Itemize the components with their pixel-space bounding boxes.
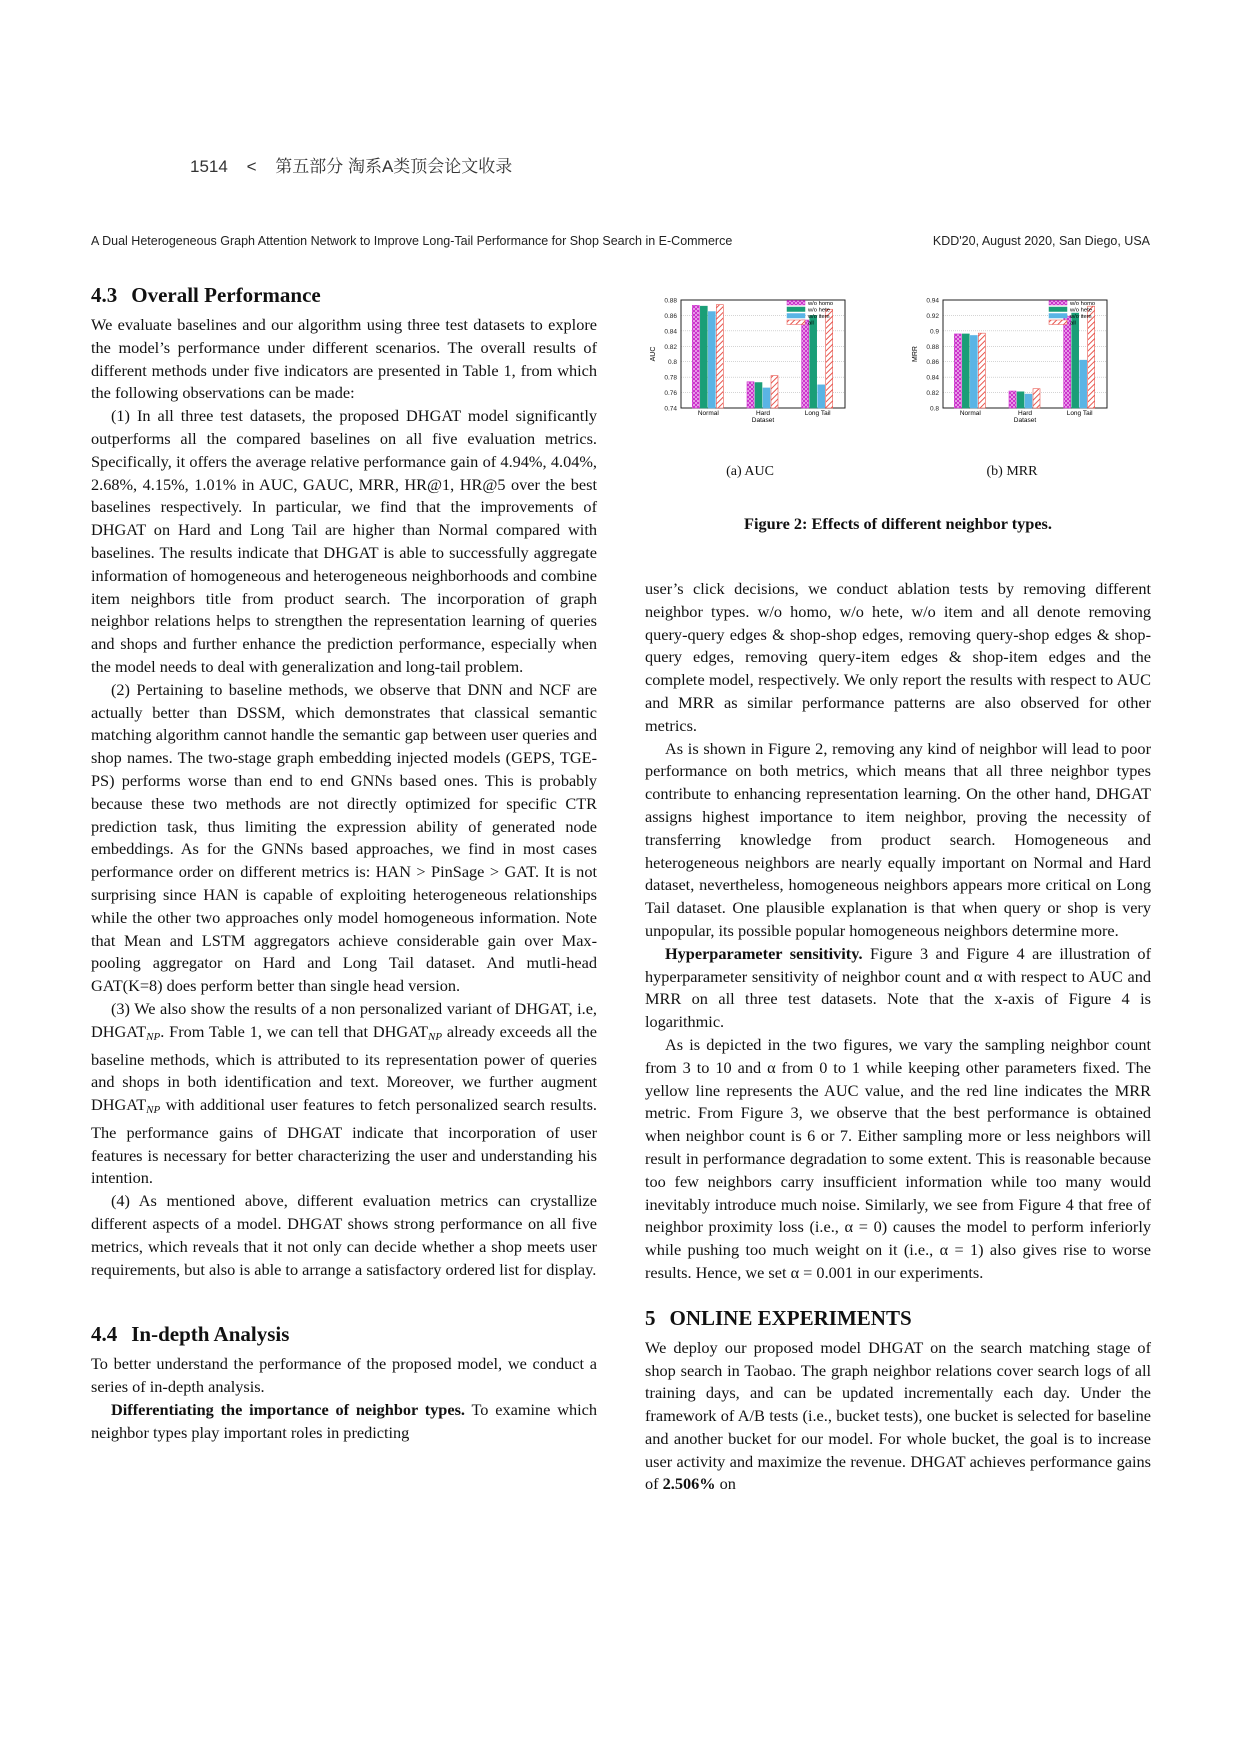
legend-label: w/o item (1070, 314, 1092, 320)
section-number: 5 (645, 1305, 656, 1330)
legend-swatch (1049, 301, 1067, 306)
x-tick-label: Long Tail (1066, 410, 1093, 417)
y-tick-label: 0.92 (926, 312, 939, 320)
legend-swatch (1049, 307, 1067, 312)
subcaption-mrr: (b) MRR (986, 464, 1038, 479)
bar-all-normal (716, 305, 723, 408)
book-part-title: 第五部分 淘系A类顶会论文收录 (275, 157, 513, 176)
legend-swatch (787, 314, 805, 319)
bar-wohomo-hard (747, 382, 754, 408)
book-header (190, 152, 526, 177)
x-axis-label: Dataset (1013, 417, 1037, 424)
section-title: Overall Performance (131, 283, 321, 307)
subcaption-auc: (a) AUC (726, 464, 774, 479)
paragraph: As is depicted in the two figures, we vary the sampling neighbor count from 3 to 10 and α from 0 to 1 while keeping other parameters fixed. The yellow line represents the AUC value, and the red line indicates the MRR metric. From Figure 3, we observe that the best performance is obtained when neighbor count is 6 or 7. Either sampling more or less neighbors will result in performance degradation to some extent. This is reasonable because too few neighbors carry insufficient information while too many would inevitably introduce much noise. Similarly, we see from Figure 4 that free of neighbor proximity loss (i.e., α = 0) causes the model to perform inferiorly while pushing too much weight on it (i.e., α = 1) also gives rise to worse results. Hence, we set α = 0.001 in our experiments. (645, 1034, 1151, 1282)
section-4-3-heading (91, 282, 597, 308)
bar-wohete-normal (962, 334, 969, 408)
bar-woitem-hard (763, 388, 770, 408)
section-5-heading (645, 1305, 1151, 1331)
legend-label: w/o homo (808, 301, 834, 307)
text-run: already exceeds all the baseline methods, which is attributed to its representation power of queries and shops in both identification and text. Moreover, we further augment DHGAT (91, 1021, 598, 1115)
paragraph: As is shown in Figure 2, removing any kind of neighbor will lead to poor performance on both metrics, which means that all three neighbor types contribute to enhancing representation learning. On the other hand, DHGAT assigns highest importance to item neighbor, proving the necessity of transferring knowledge from product search. Homogeneous and heterogeneous neighbors are nearly equally important on Normal and Hard dataset, nevertheless, homogeneous neighbors appears more critical on Long Tail dataset. One plausible explanation is that when query or shop is very unpopular, its possible popular homogeneous neighbors determine more. (645, 738, 1151, 940)
text-run: Figure 3 and Figure 4 are illustration of hyperparameter sensitivity of neighbor count and α with respect to AUC and MRR on all three test datasets. Note that the x-axis of Figure 4 is logarithmic. (645, 943, 1151, 1032)
paragraph (645, 943, 1151, 1034)
bar-wohete-longtail (810, 315, 817, 408)
legend-label: all (1070, 320, 1076, 327)
bar-wohete-hard (1017, 392, 1024, 408)
bar-all-hard (771, 376, 778, 408)
paragraph: (2) Pertaining to baseline methods, we observe that DNN and NCF are actually better than DSSM, which demonstrates that classical semantic matching algorithm cannot handle the semantic gap between user queries and shop names. The two-stage graph embedding injected models (GEPS, TGE-PS) performs worse than end to end GNNs based ones. This is probably because these two methods are not directly optimized for specific CTR prediction task, thus limiting the expression ability of generated node embeddings. As for the GNNs based approaches, we find in most cases performance order on different metrics is: HAN > PinSage > GAT. It is not surprising since HAN is capable of exploiting heterogeneous relationships while the other two approaches only model homogeneous information. Note that Mean and LSTM aggregators achieve considerable gain over Max-pooling aggregator on Hard and Long Tail dataset. And mutli-head GAT(K=8) does perform better than single head version. (91, 679, 597, 996)
auc-bar-chart (645, 288, 855, 463)
bar-wohete-longtail (1072, 313, 1079, 408)
paragraph (91, 1399, 597, 1445)
x-tick-label: Long Tail (804, 410, 831, 417)
paragraph (645, 1337, 1151, 1497)
paragraph: (1) In all three test datasets, the proposed DHGAT model significantly outperforms all the compared baselines on all five evaluation metrics. Specifically, it offers the average relative performance gain of 4.94%, 4.04%, 2.68%, 4.15%, 1.01% in AUC, GAUC, MRR, HR@1, HR@5 over the best baselines respectively. In particular, we find that the improvements of DHGAT on Hard and Long Tail are higher than Normal compared with baselines. The results indicate that DHGAT is able to successfully aggregate information of homogeneous and heterogeneous neighborhoods and combine item neighbors title from product search. The incorporation of graph neighbor relations helps to strengthen the representation learning of queries and shops and further enhance the prediction performance, especially when the model needs to deal with generalization and long-tail problem. (91, 406, 597, 676)
bar-woitem-normal (970, 335, 977, 408)
y-tick-label: 0.82 (926, 390, 939, 398)
bar-woitem-longtail (818, 385, 825, 408)
y-tick-label: 0.78 (664, 374, 677, 382)
text-run: . From Table 1, we can tell that DHGAT (160, 1021, 429, 1041)
section-number: 4.4 (91, 1322, 118, 1347)
bar-wohomo-normal (954, 334, 961, 408)
y-axis-label: MRR (912, 346, 919, 362)
running-head-title: A Dual Heterogeneous Graph Attention Network to Improve Long-Tail Performance for Shop Search in E-Commerce (91, 234, 733, 248)
y-axis-label: AUC (650, 346, 657, 362)
bar-wohete-normal (700, 306, 707, 408)
y-tick-label: 0.9 (929, 328, 939, 336)
bar-woitem-hard (1025, 394, 1032, 408)
mrr-bar-chart (907, 288, 1117, 463)
y-tick-label: 0.94 (926, 297, 939, 305)
y-tick-label: 0.88 (926, 343, 939, 351)
y-tick-label: 0.88 (664, 297, 677, 305)
y-tick-label: 0.86 (926, 359, 939, 367)
bold-run: Differentiating the importance of neighbor types. (111, 1400, 465, 1420)
x-axis-label: Dataset (751, 417, 775, 424)
bar-all-longtail (826, 309, 833, 408)
legend-label: w/o hete (808, 307, 830, 314)
text-run: with additional user features to fetch personalized search results. The performance gains of DHGAT indicate that incorporation of user features is necessary for better characterizing the user and understanding his intention. (91, 1095, 597, 1188)
legend-swatch (1049, 320, 1067, 325)
y-tick-label: 0.74 (664, 405, 677, 413)
figure-2 (645, 288, 1151, 538)
y-tick-label: 0.86 (664, 312, 677, 320)
legend-swatch (787, 301, 805, 306)
x-tick-label: Hard (755, 410, 771, 417)
bar-wohomo-hard (1009, 391, 1016, 408)
subscript: NP (146, 1104, 161, 1117)
book-header-separator: < (246, 157, 257, 176)
x-tick-label: Normal (959, 410, 981, 417)
bold-run: Hyperparameter sensitivity. (665, 943, 863, 963)
section-4-4-heading (91, 1321, 597, 1347)
paragraph (91, 998, 597, 1190)
y-tick-label: 0.76 (664, 390, 677, 398)
figure-caption: Figure 2: Effects of different neighbor types. (744, 514, 1052, 533)
legend-swatch (1049, 314, 1067, 319)
paragraph: user’s click decisions, we conduct ablation tests by removing different neighbor types. w/o homo, w/o hete, w/o item and all denote removing query-query edges & shop-shop edges, removing query-shop edges & shop-query edges, removing query-item edges & shop-item edges and the complete model, respectively. We only report the results with respect to AUC and MRR as similar performance patterns are also observed for other metrics. (645, 579, 1151, 735)
legend-label: w/o hete (1070, 307, 1092, 314)
right-column (645, 578, 1151, 1496)
legend-swatch (787, 320, 805, 325)
book-page-number: 1514 (190, 157, 228, 176)
bar-all-normal (978, 333, 985, 408)
legend-label: w/o item (808, 314, 830, 320)
section-number: 4.3 (91, 283, 118, 307)
paragraph: We evaluate baselines and our algorithm using three test datasets to explore the model’s performance under different scenarios. The overall results of different methods under five indicators are presented in Table 1, from which the following observations can be made: (91, 315, 597, 403)
y-tick-label: 0.82 (664, 343, 677, 351)
x-tick-label: Normal (697, 410, 719, 417)
subscript: NP (146, 1030, 161, 1043)
text-run: We deploy our proposed model DHGAT on the search matching stage of shop search in Taobao. The graph neighbor relations cover search logs of all training days, and can be updated incrementally each day. Under the framework of A/B tests (i.e., bucket tests), one bucket is selected for baseline and another bucket for our model. For whole bucket, the goal is to increase user activity and maximize the revenue. DHGAT achieves performance gains of (645, 1337, 1151, 1494)
legend-label: all (808, 320, 814, 327)
left-column (91, 282, 597, 1445)
bar-all-longtail (1088, 306, 1095, 408)
y-tick-label: 0.84 (926, 374, 939, 382)
legend-swatch (787, 307, 805, 312)
bar-wohomo-normal (692, 305, 699, 408)
section-title: ONLINE EXPERIMENTS (669, 1305, 912, 1330)
subscript: NP (428, 1030, 443, 1043)
paragraph: (4) As mentioned above, different evaluation metrics can crystallize different aspects of a model. DHGAT shows strong performance on all five metrics, which reveals that it not only can decide whether a shop meets user requirements, but also is able to arrange a satisfactory ordered list for display. (91, 1191, 597, 1279)
y-tick-label: 0.84 (664, 328, 677, 336)
bar-woitem-longtail (1080, 360, 1087, 408)
legend-label: w/o homo (1070, 301, 1096, 307)
running-head-venue: KDD'20, August 2020, San Diego, USA (932, 234, 1150, 248)
y-tick-label: 0.8 (667, 359, 677, 367)
bar-wohomo-longtail (802, 320, 809, 408)
text-run: (3) We also show the results of a non personalized variant of DHGAT, i.e, DHGAT (91, 998, 597, 1041)
paragraph: To better understand the performance of the proposed model, we conduct a series of in-depth analysis. (91, 1354, 597, 1397)
text-run: To examine which neighbor types play important roles in predicting (91, 1400, 597, 1442)
bar-wohomo-longtail (1064, 316, 1071, 408)
bar-all-hard (1033, 389, 1040, 408)
y-tick-label: 0.8 (929, 405, 939, 413)
bar-woitem-normal (708, 312, 715, 408)
text-run: on (715, 1474, 736, 1494)
x-tick-label: Hard (1017, 410, 1033, 417)
bold-run: 2.506% (662, 1474, 716, 1494)
bar-wohete-hard (755, 383, 762, 408)
section-title: In-depth Analysis (131, 1322, 290, 1347)
